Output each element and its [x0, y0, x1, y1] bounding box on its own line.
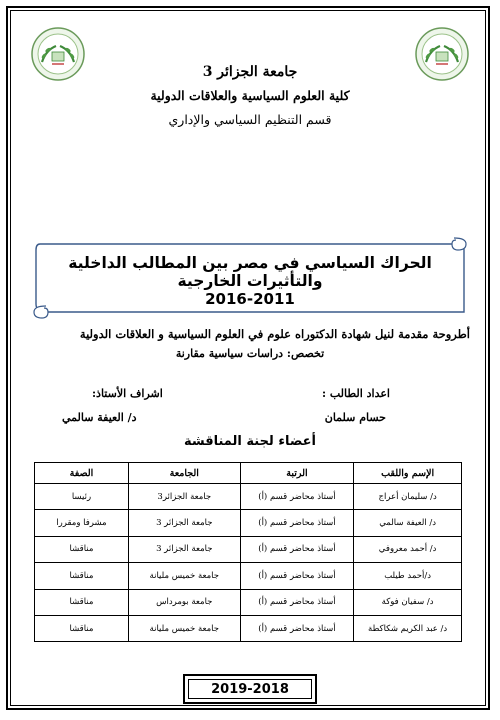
member-name: د/ العيفة سالمي — [354, 510, 462, 536]
table-row — [35, 563, 462, 589]
member-rank: أستاذ محاضر قسم (أ) — [240, 563, 354, 589]
university-logo-left — [30, 26, 86, 82]
institution-header — [100, 60, 400, 132]
header-name: الإسم واللقب — [354, 463, 462, 484]
table-row — [35, 589, 462, 615]
department-name: قسم التنظيم السياسي والإداري — [168, 112, 332, 127]
member-name: د/ سفيان فوكة — [354, 589, 462, 615]
member-role: مناقشا — [35, 589, 129, 615]
member-rank: أستاذ محاضر قسم (أ) — [240, 615, 354, 641]
table-row — [35, 484, 462, 510]
member-role: رئيسا — [35, 484, 129, 510]
member-name: د/ عبد الكريم شكاكطة — [354, 615, 462, 641]
specialty: تخصص: دراسات سياسية مقارنة — [175, 347, 325, 360]
member-university: جامعة الجزائر 3 — [128, 510, 240, 536]
committee-table — [34, 462, 462, 642]
committee-title: أعضاء لجنة المناقشة — [183, 434, 317, 449]
supervisor-label: اشراف الأستاذ: — [92, 387, 163, 400]
header-role: الصفة — [35, 463, 129, 484]
academic-year: 2019-2018 — [188, 679, 312, 699]
committee-header-row — [35, 463, 462, 484]
table-row — [35, 510, 462, 536]
supervisor-name: د/ العيفة سالمي — [62, 411, 137, 424]
thesis-title: الحراك السياسي في مصر بين المطالب الداخلية والتأثيرات الخارجية — [68, 254, 432, 290]
student-label: اعداد الطالب : — [321, 387, 390, 400]
member-rank: أستاذ محاضر قسم (أ) — [240, 510, 354, 536]
member-name: د/ أحمد معروفي — [354, 536, 462, 562]
member-university: جامعة بومرداس — [128, 589, 240, 615]
member-university: جامعة خميس مليانة — [128, 563, 240, 589]
member-university: جامعة الجزائر3 — [128, 484, 240, 510]
member-rank: أستاذ محاضر قسم (أ) — [240, 484, 354, 510]
university-name: جامعة الجزائر 3 — [202, 64, 298, 80]
table-row — [35, 536, 462, 562]
member-rank: أستاذ محاضر قسم (أ) — [240, 536, 354, 562]
member-role: مشرفا ومقررا — [35, 510, 129, 536]
header-rank: الرتبة — [240, 463, 354, 484]
member-rank: أستاذ محاضر قسم (أ) — [240, 589, 354, 615]
faculty-name: كلية العلوم السياسية والعلاقات الدولية — [150, 88, 350, 103]
member-university: جامعة خميس مليانة — [128, 615, 240, 641]
member-university: جامعة الجزائر 3 — [128, 536, 240, 562]
degree-statement: أطروحة مقدمة لنيل شهادة الدكتوراه علوم في العلوم السياسية و العلاقات الدولية — [79, 327, 470, 341]
member-name: د/ سليمان أعراج — [354, 484, 462, 510]
student-name: حسام سلمان — [324, 411, 386, 424]
member-role: مناقشا — [35, 615, 129, 641]
header-university: الجامعة — [128, 463, 240, 484]
member-role: مناقشا — [35, 563, 129, 589]
member-name: د/أحمد طيلب — [354, 563, 462, 589]
thesis-period: 2016-2011 — [205, 290, 295, 308]
member-role: مناقشا — [35, 536, 129, 562]
table-row — [35, 615, 462, 641]
university-logo-right — [414, 26, 470, 82]
academic-year-box — [183, 674, 317, 704]
